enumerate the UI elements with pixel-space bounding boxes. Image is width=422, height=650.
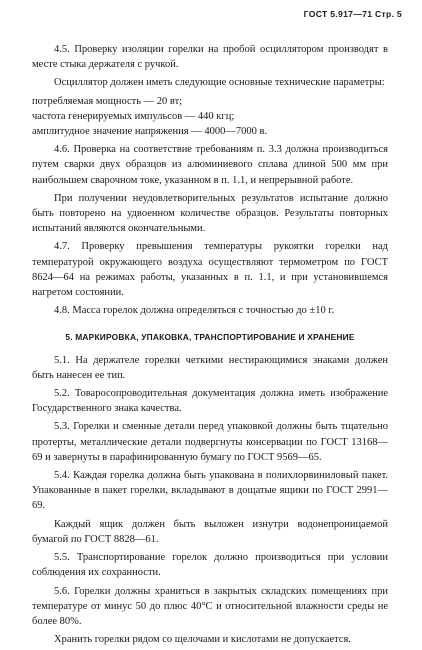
param-frequency: частота генерируемых импульсов — 440 кгц; xyxy=(32,110,235,122)
paragraph-5-3: 5.3. Горелки и сменные детали перед упаковкой должны быть тщательно протерты, металлические детали подвергнуты консервации по ГОСТ 13168—69 и завернуты в парафинированную бумагу по ГОСТ 9569—65. xyxy=(32,421,388,463)
paragraph-oscillator-params: Осциллятор должен иметь следующие основные технические параметры: xyxy=(54,77,385,89)
page-header: ГОСТ 5.917—71 Стр. 5 xyxy=(303,9,402,19)
paragraph-4-5: 4.5. Проверку изоляции горелки на пробой осциллятором производят в месте стыка держателя с ручкой. xyxy=(32,44,388,71)
paragraph-5-1: 5.1. На держателе горелки четкими нестирающимися знаками должен быть нанесен ее тип. xyxy=(32,354,388,381)
document-body xyxy=(32,42,388,650)
paragraph-5-6: 5.6. Горелки должны храниться в закрытых складских помещениях при температуре от минус 50 до плюс 40°С и относительной влажности среды не более 80%. xyxy=(32,585,388,627)
param-power: потребляемая мощность — 20 вт; xyxy=(32,95,183,107)
paragraph-5-2: 5.2. Товаросопроводительная документация должна иметь изображение Государственного знака качества. xyxy=(32,388,388,415)
paragraph-4-7: 4.7. Проверку превышения температуры рукоятки горелки над температурой окружающего воздуха осуществляют термометром по ГОСТ 8624—64 на режимах работы, указанных в п. 1.1, и при установившемся нагретом состоянии. xyxy=(32,241,388,299)
paragraph-retest: При получении неудовлетворительных результатов испытание должно быть повторено на удвоенном количестве образцов. Результаты повторных испытаний являются окончательными. xyxy=(32,192,388,235)
paragraph-4-6: 4.6. Проверка на соответствие требованиям п. 3.3 должна производиться путем сварки двух образцов из алюминиевого сплава длиной 500 мм при наибольшем сварочном токе, указанном в п. 1.1, и непрерывной работе. xyxy=(32,144,388,186)
paragraph-storage-restriction: Хранить горелки рядом со щелочами и кислотами не допускается. xyxy=(54,634,351,646)
section-heading-5: 5. МАРКИРОВКА, УПАКОВКА, ТРАНСПОРТИРОВАНИЕ И ХРАНЕНИЕ xyxy=(65,332,355,343)
paragraph-5-4: 5.4. Каждая горелка должна быть упакована в полихлорвиниловый пакет. Упакованные в пакет горелки, вкладывают в дощатые ящики по ГОСТ 2991—69. xyxy=(32,470,388,512)
paragraph-5-5: 5.5. Транспортирование горелок должно производиться при условии соблюдения их сохранности. xyxy=(32,552,388,579)
paragraph-box-lining: Каждый ящик должен быть выложен изнутри водонепроницаемой бумагой по ГОСТ 8828—61. xyxy=(32,518,388,545)
param-voltage: амплитудное значение напряжения — 4000—7000 в. xyxy=(32,126,268,138)
paragraph-4-8: 4.8. Масса горелок должна определяться с точностью до ±10 г. xyxy=(54,305,335,317)
